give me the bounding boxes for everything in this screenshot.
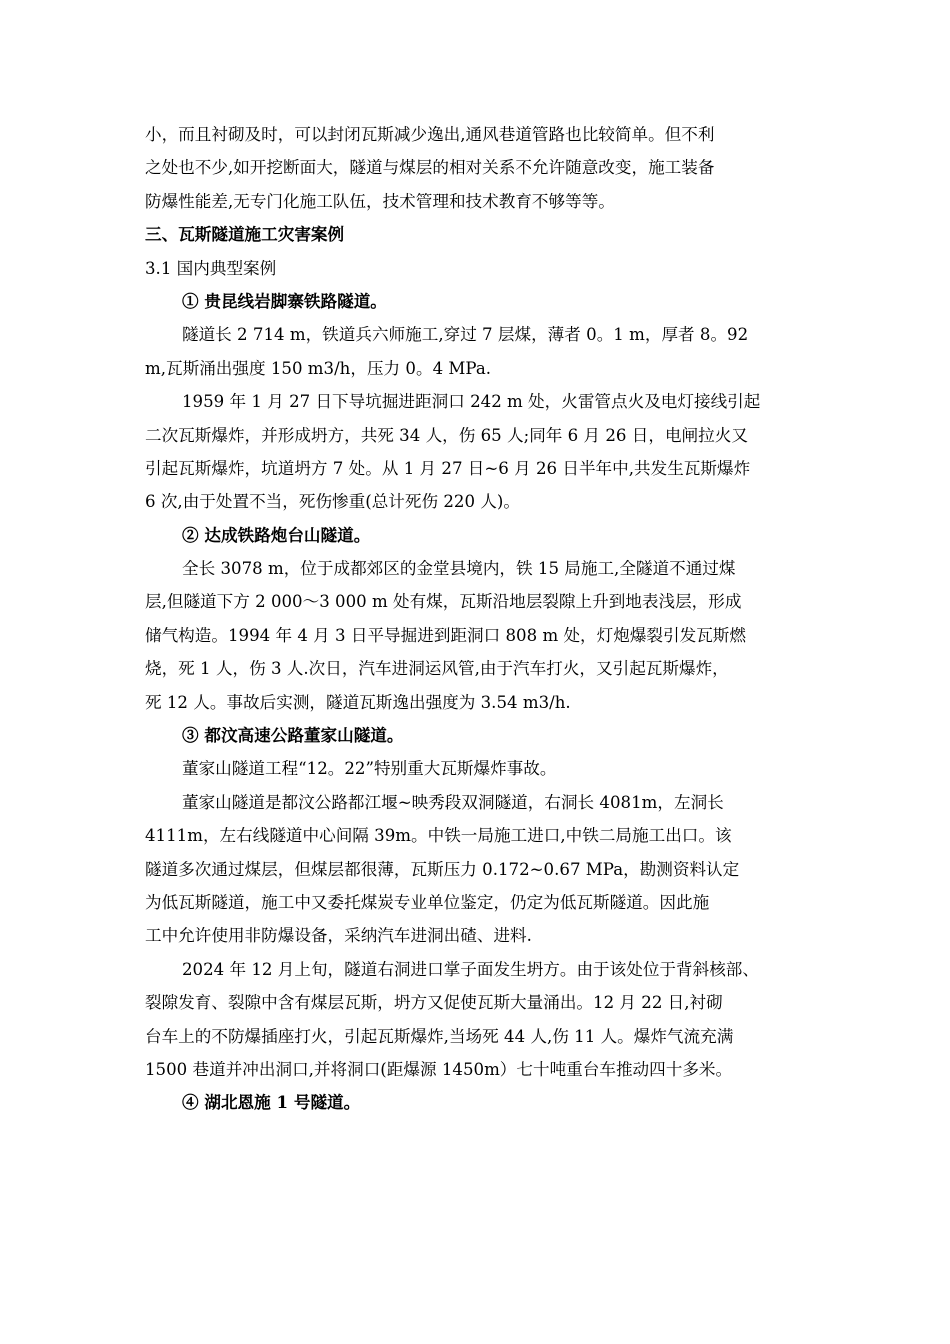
document-body bbox=[145, 118, 809, 1120]
paragraph-line: 台车上的不防爆插座打火，引起瓦斯爆炸,当场死 44 人,伤 11 人。爆炸气流充满 bbox=[145, 1026, 734, 1046]
paragraph-line: 隧道长 2 714 m，铁道兵六师施工,穿过 7 层煤，薄者 0。1 m，厚者 8。92 bbox=[182, 325, 749, 345]
paragraph-line: 二次瓦斯爆炸，并形成坍方，共死 34 人，伤 65 人;同年 6 月 26 日，电闸拉火又 bbox=[145, 425, 748, 445]
paragraph-line: 隧道多次通过煤层，但煤层都很薄，瓦斯压力 0.172~0.67 MPa，勘测资料认定 bbox=[145, 859, 740, 879]
paragraph-line: 4111m，左右线隧道中心间隔 39m。中铁一局施工进口,中铁二局施工出口。该 bbox=[145, 826, 732, 846]
section-heading: 三、瓦斯隧道施工灾害案例 bbox=[145, 224, 345, 245]
paragraph-line: 3.1 国内典型案例 bbox=[145, 258, 277, 278]
paragraph-line: 董家山隧道是都汶公路都江堰~映秀段双洞隧道，右洞长 4081m，左洞长 bbox=[182, 792, 724, 812]
paragraph-line: 裂隙发育、裂隙中含有煤层瓦斯，坍方又促使瓦斯大量涌出。12 月 22 日,衬砌 bbox=[145, 993, 723, 1013]
paragraph-line: 层,但隧道下方 2 000～3 000 m 处有煤，瓦斯沿地层裂隙上升到地表浅层，形成 bbox=[145, 592, 742, 612]
paragraph-line: 1500 巷道并冲出洞口,并将洞口(距爆源 1450m）七十吨重台车推动四十多米。 bbox=[145, 1059, 733, 1079]
paragraph-line: 工中允许使用非防爆设备，采纳汽车进洞出碴、进料. bbox=[145, 926, 532, 946]
paragraph-line: 之处也不少,如开挖断面大，隧道与煤层的相对关系不允许随意改变，施工装备 bbox=[145, 158, 715, 178]
section-heading: ① 贵昆线岩脚寨铁路隧道。 bbox=[182, 290, 387, 311]
paragraph-line: 全长 3078 m，位于成都郊区的金堂县境内，铁 15 局施工,全隧道不通过煤 bbox=[182, 559, 736, 579]
section-heading: ④ 湖北恩施 1 号隧道。 bbox=[182, 1092, 361, 1113]
paragraph-line: 1959 年 1 月 27 日下导坑掘进距洞口 242 m 处，火雷管点火及电灯接线引起 bbox=[182, 392, 761, 412]
paragraph-line: 6 次,由于处置不当，死伤惨重(总计死伤 220 人)。 bbox=[145, 492, 520, 512]
paragraph-line: 防爆性能差,无专门化施工队伍，技术管理和技术教育不够等等。 bbox=[145, 191, 615, 211]
paragraph-line: 董家山隧道工程“12。22”特别重大瓦斯爆炸事故。 bbox=[182, 759, 557, 779]
paragraph-line: 2024 年 12 月上旬，隧道右洞进口掌子面发生坍方。由于该处位于背斜核部、 bbox=[182, 959, 759, 979]
document-page bbox=[145, 118, 809, 1120]
section-heading: ③ 都汶高速公路董家山隧道。 bbox=[182, 725, 404, 746]
paragraph-line: 小，而且衬砌及时，可以封闭瓦斯减少逸出,通风巷道管路也比较简单。但不利 bbox=[145, 125, 715, 144]
paragraph-line: 引起瓦斯爆炸，坑道坍方 7 处。从 1 月 27 日~6 月 26 日半年中,共发生瓦斯爆炸 bbox=[145, 458, 751, 478]
paragraph-line: m,瓦斯涌出强度 150 m3/h，压力 0。4 MPa. bbox=[145, 358, 491, 378]
paragraph-line: 为低瓦斯隧道，施工中又委托煤炭专业单位鉴定，仍定为低瓦斯隧道。因此施 bbox=[145, 892, 710, 912]
section-heading: ② 达成铁路炮台山隧道。 bbox=[182, 524, 371, 545]
paragraph-line: 烧，死 1 人，伤 3 人.次日，汽车进洞运风管,由于汽车打火，又引起瓦斯爆炸， bbox=[145, 659, 729, 679]
paragraph-line: 死 12 人。事故后实测，隧道瓦斯逸出强度为 3.54 m3/h. bbox=[145, 692, 571, 712]
paragraph-line: 储气构造。1994 年 4 月 3 日平导掘进到距洞口 808 m 处，灯炮爆裂引发瓦斯燃 bbox=[145, 625, 746, 645]
